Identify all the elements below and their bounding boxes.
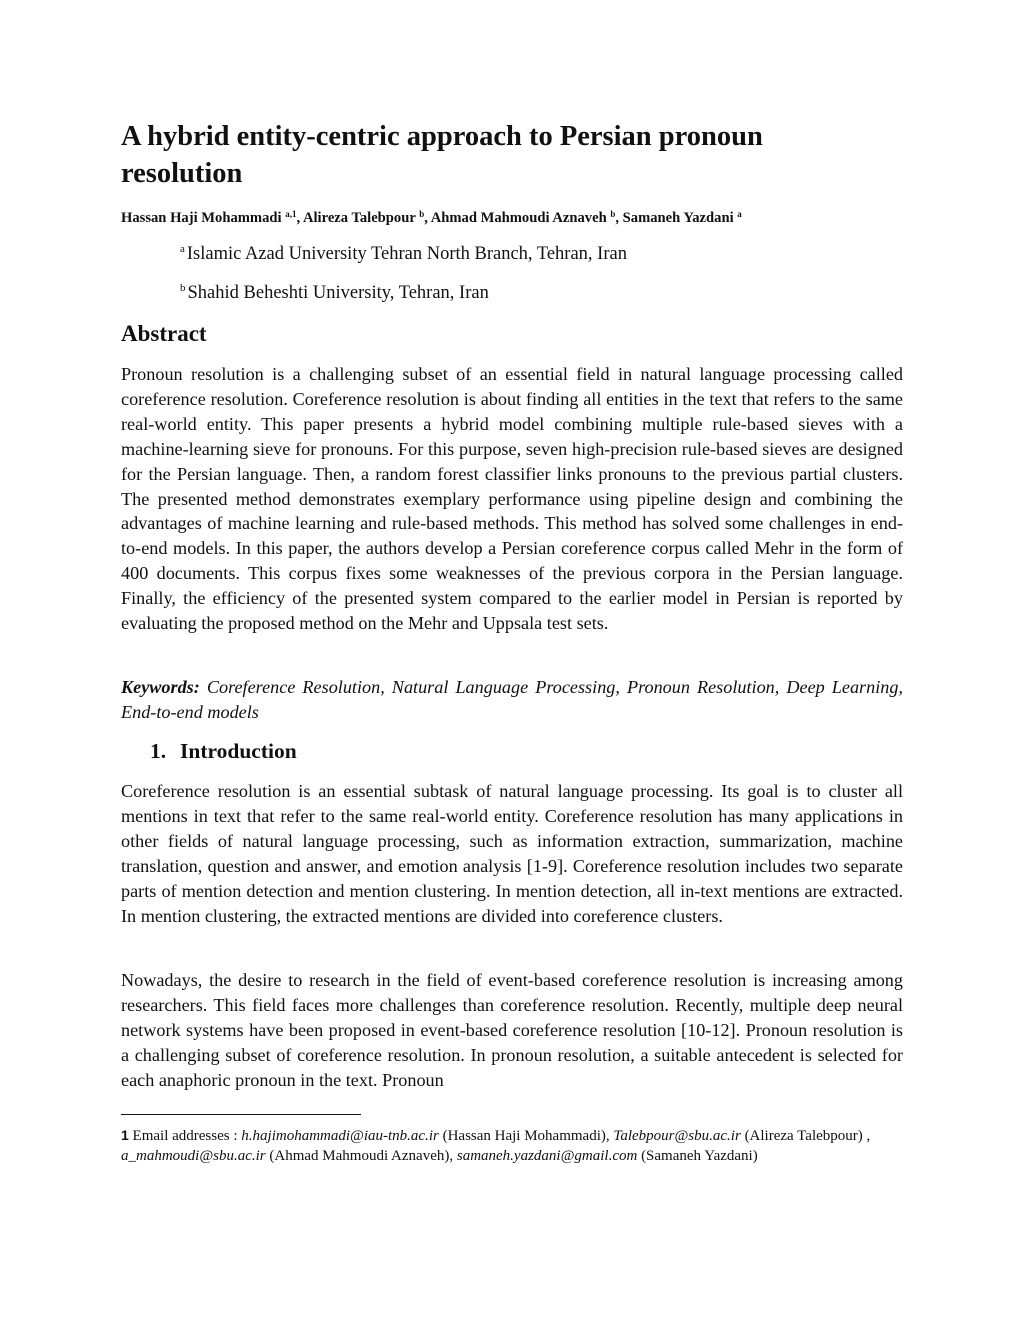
author-affiliation-mark: b — [610, 209, 616, 219]
abstract-text: Pronoun resolution is a challenging subset of an essential field in natural language processing called coreference resolution. Coreference resolution is about finding all entities in the text that refers to the same real-world entity. This paper presents a hybrid model combining multiple rule-based sieves with a machine-learning sieve for pronouns. For this purpose, seven high-precision rule-based sieves are designed for the Persian language. Then, a random forest classifier links pronouns to the previous partial clusters. The presented method demonstrates exemplary performance using pipeline design and combining the advantages of machine learning and rule-based methods. This method has solved some challenges in end-to-end models. In this paper, the authors develop a Persian coreference corpus called Mehr in the form of 400 documents. This corpus fixes some weaknesses of the previous corpora in the Persian language. Finally, the efficiency of the presented system compared to the earlier model in Persian is reported by evaluating the proposed method on the Mehr and Uppsala test sets. — [121, 364, 903, 634]
section-title: Introduction — [180, 739, 297, 763]
affiliation-text: Shahid Beheshti University, Tehran, Iran — [187, 283, 489, 303]
email-link[interactable]: a_mahmoudi@sbu.ac.ir — [121, 1147, 266, 1164]
footnote-label: Email addresses : — [132, 1128, 242, 1144]
author-separator: , — [296, 210, 303, 226]
introduction-paragraph-2: Nowadays, the desire to research in the field of event-based coreference resolution is increasing among researchers. This field faces more challenges than coreference resolution. Recently, multiple deep neural network systems have been proposed in event-based coreference resolution [10-12]. Pronoun resolution is a challenging subset of coreference resolution. In pronoun resolution, a suitable antecedent is selected for each anaphoric pronoun in the text. Pronoun — [121, 970, 903, 1090]
footnote-divider — [121, 1114, 361, 1115]
email-link[interactable]: samaneh.yazdani@gmail.com — [456, 1147, 638, 1164]
author-separator: , — [615, 210, 623, 226]
footnote-mark: 1 — [121, 1127, 129, 1143]
keywords-label: Keywords: — [121, 677, 200, 697]
author-name: Ahmad Mahmoudi Aznaveh — [430, 210, 607, 226]
introduction-paragraph-1: Coreference resolution is an essential subtask of natural language processing. Its goal is to cluster all mentions in text that refer to the same real-world entity. Coreference resolution has many applications in other fields of natural language processing, such as information extraction, summarization, machine translation, question and answer, and emotion analysis [1-9]. Coreference resolution includes two separate parts of mention detection and mention clustering. In mention detection, all in-text mentions are extracted. In mention clustering, the extracted mentions are divided into coreference clusters. — [121, 781, 903, 926]
email-owner: (Samaneh Yazdani) — [637, 1147, 758, 1164]
author-affiliation-mark: a — [737, 209, 742, 219]
affiliation-b — [180, 281, 489, 305]
affiliation-mark: a — [180, 243, 185, 255]
affiliation-a — [180, 242, 627, 266]
keywords-text: Coreference Resolution, Natural Language Processing, Pronoun Resolution, Deep Learning, End-to-end models — [121, 677, 904, 722]
paper-title: A hybrid entity-centric approach to Persian pronoun resolution — [121, 121, 763, 189]
section-number: 1. — [150, 739, 167, 763]
author-list — [121, 208, 742, 228]
email-owner: (Hassan Haji Mohammadi), — [438, 1128, 614, 1144]
affiliation-mark: b — [180, 282, 186, 294]
introduction-heading — [150, 737, 297, 765]
author-separator: , — [424, 210, 431, 226]
email-link[interactable]: Talebpour@sbu.ac.ir — [613, 1128, 741, 1144]
keywords — [121, 675, 903, 725]
email-owner: (Alireza Talebpour) , — [740, 1128, 871, 1144]
affiliation-text: Islamic Azad University Tehran North Branch, Tehran, Iran — [186, 244, 627, 264]
email-owner: (Ahmad Mahmoudi Aznaveh), — [265, 1147, 457, 1164]
email-link[interactable]: h.hajimohammadi@iau-tnb.ac.ir — [241, 1128, 439, 1144]
abstract-heading: Abstract — [121, 321, 207, 346]
author-name: Alireza Talebpour — [302, 210, 416, 226]
author-affiliation-mark: a,1 — [285, 209, 297, 219]
author-affiliation-mark: b — [419, 209, 425, 219]
author-name: Hassan Haji Mohammadi — [121, 210, 282, 226]
author-name: Samaneh Yazdani — [622, 210, 734, 226]
footnote — [121, 1126, 891, 1167]
